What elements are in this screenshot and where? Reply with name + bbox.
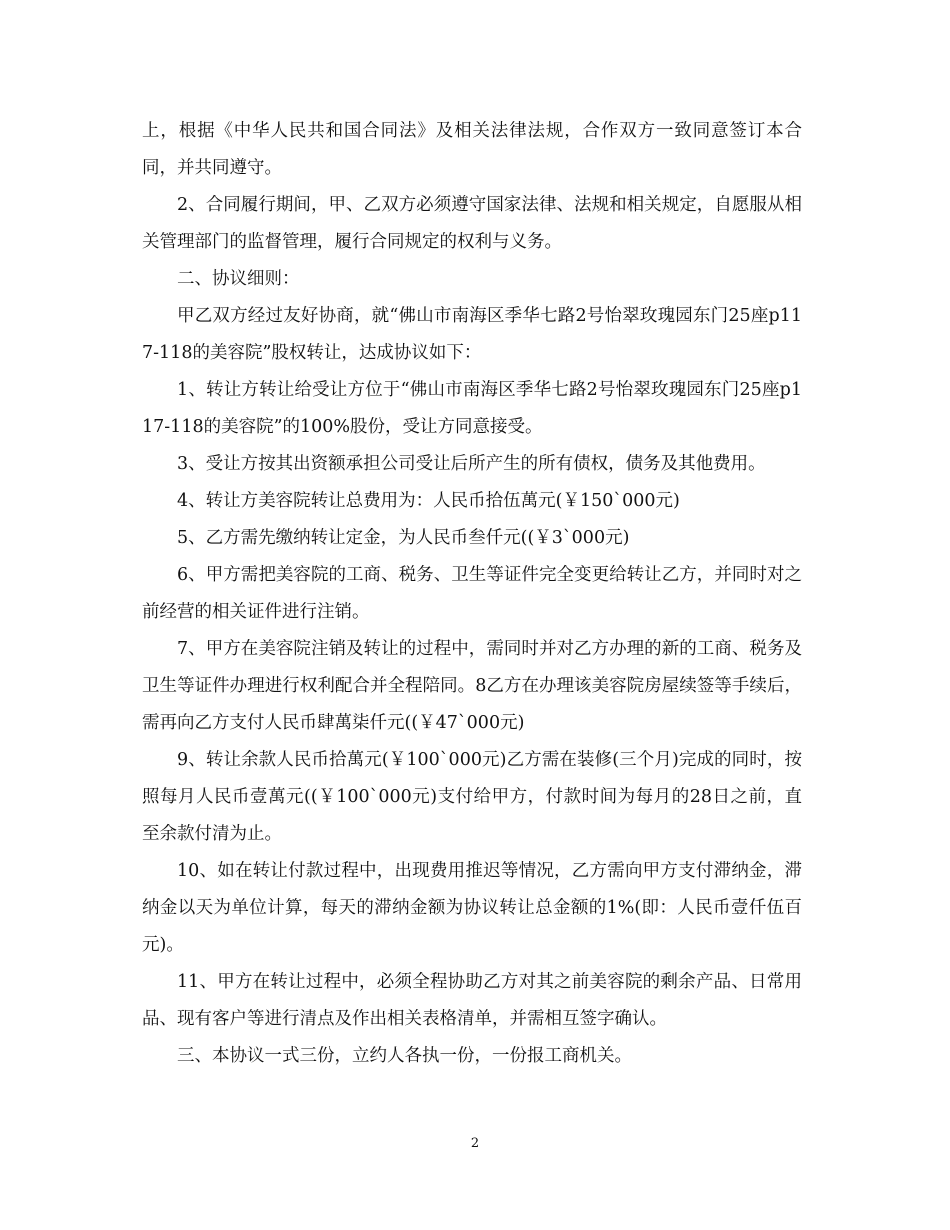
paragraph-detail-7: 7、甲方在美容院注销及转让的过程中，需同时并对乙方办理的新的工商、税务及卫生等证件办理进行权利配合并全程陪同。8乙方在办理该美容院房屋续签等手续后，需再向乙方支付人民币肆萬柒仟元((￥47`000元) bbox=[142, 639, 802, 733]
paragraph-detail-10: 10、如在转让付款过程中，出现费用推迟等情况，乙方需向甲方支付滞纳金，滞纳金以天为单位计算，每天的滞纳金额为协议转让总金额的1%(即：人民币壹仟伍百元)。 bbox=[142, 861, 802, 955]
paragraph-detail-4: 4、转让方美容院转让总费用为：人民币拾伍萬元(￥150`000元) bbox=[177, 491, 680, 511]
document-body bbox=[142, 113, 802, 1075]
paragraph-detail-3: 3、受让方按其出资额承担公司受让后所产生的所有债权，债务及其他费用。 bbox=[177, 454, 766, 474]
paragraph-detail-1: 1、转让方转让给受让方位于“佛山市南海区季华七路2号怡翠玫瑰园东门25座p117-118的美容院”的100%股份，受让方同意接受。 bbox=[142, 380, 802, 437]
paragraph-clause-2: 2、合同履行期间，甲、乙双方必须遵守国家法律、法规和相关规定，自愿服从相关管理部门的监督管理，履行合同规定的权利与义务。 bbox=[142, 195, 802, 252]
paragraph-continuation: 上，根据《中华人民共和国合同法》及相关法律法规，合作双方一致同意签订本合同，并共同遵守。 bbox=[142, 121, 802, 178]
page-number: 2 bbox=[470, 1136, 480, 1151]
paragraph-detail-6: 6、甲方需把美容院的工商、税务、卫生等证件完全变更给转让乙方，并同时对之前经营的相关证件进行注销。 bbox=[142, 565, 802, 622]
paragraph-detail-5: 5、乙方需先缴纳转让定金，为人民币叁仟元((￥3`000元) bbox=[177, 528, 630, 548]
paragraph-detail-9: 9、转让余款人民币拾萬元(￥100`000元)乙方需在装修(三个月)完成的同时，按照每月人民币壹萬元((￥100`000元)支付给甲方，付款时间为每月的28日之前，直至余款付清为止。 bbox=[142, 750, 802, 844]
paragraph-detail-11: 11、甲方在转让过程中，必须全程协助乙方对其之前美容院的剩余产品、日常用品、现有客户等进行清点及作出相关表格清单，并需相互签字确认。 bbox=[142, 972, 802, 1029]
section-heading-3: 三、本协议一式三份，立约人各执一份，一份报工商机关。 bbox=[177, 1046, 632, 1066]
paragraph-intro: 甲乙双方经过友好协商，就“佛山市南海区季华七路2号怡翠玫瑰园东门25座p117-118的美容院”股权转让，达成协议如下： bbox=[142, 306, 802, 363]
section-heading-2: 二、协议细则： bbox=[177, 269, 300, 289]
